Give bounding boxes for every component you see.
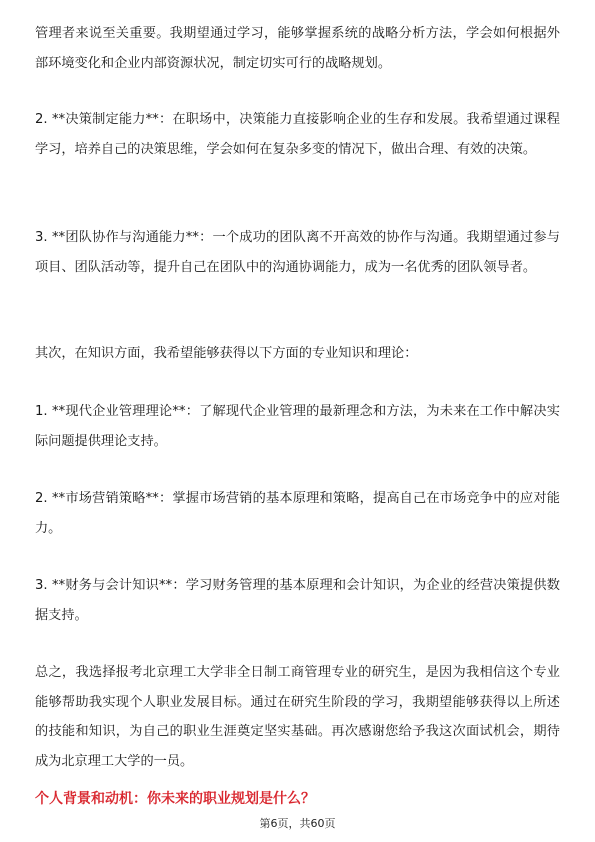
- paragraph-decision-making: 2. **决策制定能力**：在职场中，决策能力直接影响企业的生存和发展。我希望通过课程学习，培养自己的决策思维，学会如何在复杂多变的情况下，做出合理、有效的决策。: [35, 112, 560, 157]
- paragraph-knowledge-intro: 其次，在知识方面，我希望能够获得以下方面的专业知识和理论：: [35, 346, 418, 361]
- paragraph-teamwork: 3. **团队协作与沟通能力**：一个成功的团队离不开高效的协作与沟通。我期望通过参与项目、团队活动等，提升自己在团队中的沟通协调能力，成为一名优秀的团队领导者。: [35, 230, 560, 275]
- section-heading: 个人背景和动机：你未来的职业规划是什么？: [35, 791, 315, 807]
- paragraph-management-theory: 1. **现代企业管理理论**：了解现代企业管理的最新理念和方法，为未来在工作中解决实际问题提供理论支持。: [35, 404, 560, 449]
- paragraph-finance: 3. **财务与会计知识**：学习财务管理的基本原理和会计知识，为企业的经营决策提供数据支持。: [35, 578, 560, 623]
- page-number: 第6页，共60页: [259, 817, 336, 830]
- paragraph-marketing: 2. **市场营销策略**：掌握市场营销的基本原理和策略，提高自己在市场竞争中的应对能力。: [35, 491, 560, 536]
- paragraph-conclusion: 总之，我选择报考北京理工大学非全日制工商管理专业的研究生，是因为我相信这个专业能够帮助我实现个人职业发展目标。通过在研究生阶段的学习，我期望能够获得以上所述的技能和知识，为自己的职业生涯奠定坚实基础。再次感谢您给予我这次面试机会，期待成为北京理工大学的一员。: [35, 665, 560, 769]
- paragraph-strategy-continuation: 管理者来说至关重要。我期望通过学习，能够掌握系统的战略分析方法，学会如何根据外部环境变化和企业内部资源状况，制定切实可行的战略规划。: [35, 26, 560, 71]
